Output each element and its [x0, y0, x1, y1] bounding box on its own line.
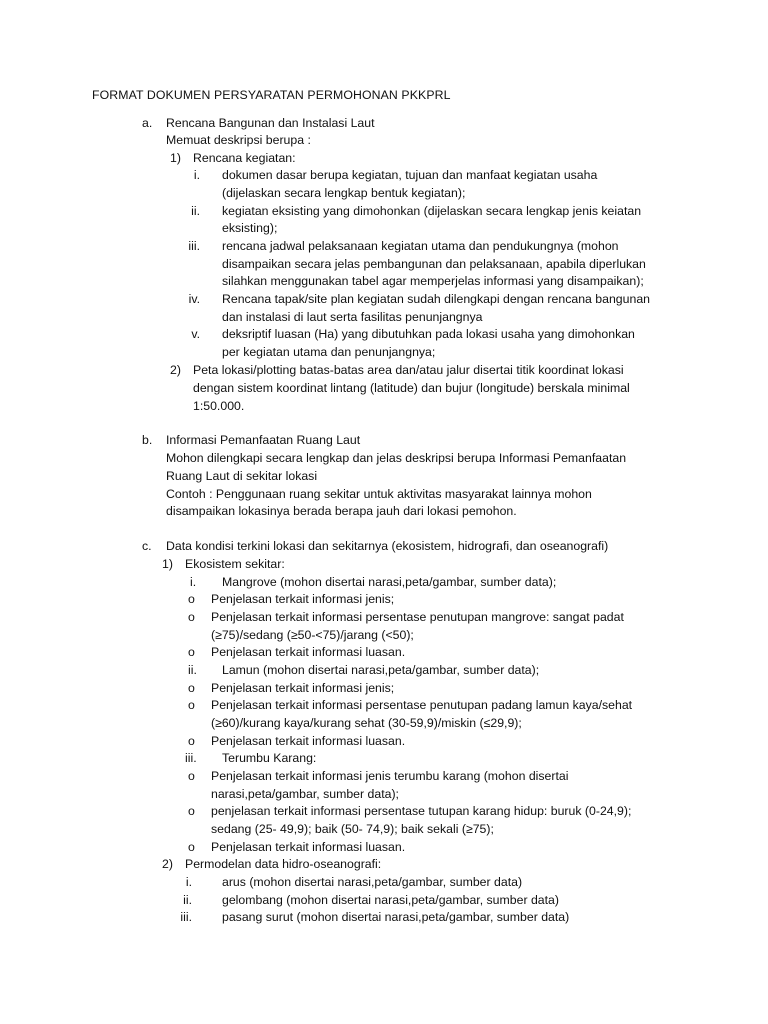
bullet-marker: o: [188, 734, 195, 748]
paragraph-line: disampaikan lokasinya berada berapa jauh dari lokasi pemohon.: [166, 504, 517, 518]
list-marker: iii.: [185, 751, 197, 765]
section-b-heading: Informasi Pemanfaatan Ruang Laut: [166, 433, 361, 447]
section-a-item1-marker: 1): [170, 151, 181, 165]
list-marker: i.: [193, 168, 200, 182]
list-marker: iii.: [188, 239, 200, 253]
list-item-line: (≥75)/sedang (≥50-<75)/jarang (<50);: [211, 628, 414, 642]
list-item-line: narasi,peta/gambar, sumber data);: [211, 787, 399, 801]
section-b-marker: b.: [142, 433, 153, 447]
list-item-line: dan instalasi di laut serta fasilitas penunjangnya: [222, 310, 483, 324]
list-marker: ii.: [183, 893, 192, 907]
list-item-line: (dijelaskan secara lengkap bentuk kegiatan);: [222, 186, 466, 200]
list-item-line: dokumen dasar berupa kegiatan, tujuan dan manfaat kegiatan usaha: [222, 168, 598, 182]
list-item-line: pasang surut (mohon disertai narasi,peta/gambar, sumber data): [222, 910, 570, 924]
list-item-line: Lamun (mohon disertai narasi,peta/gambar, sumber data);: [222, 663, 540, 677]
list-item-line: dengan sistem koordinat lintang (latitude) dan bujur (longitude) berskala minimal: [193, 381, 630, 395]
paragraph-line: Mohon dilengkapi secara lengkap dan jelas deskripsi berupa Informasi Pemanfaatan: [166, 451, 627, 465]
section-c-item1-label: Ekosistem sekitar:: [185, 557, 285, 571]
list-item-line: Mangrove (mohon disertai narasi,peta/gambar, sumber data);: [222, 575, 557, 589]
list-item-line: Penjelasan terkait informasi jenis terumbu karang (mohon disertai: [211, 769, 569, 783]
section-c-item2-label: Permodelan data hidro-oseanografi:: [185, 857, 382, 871]
section-a-heading: Rencana Bangunan dan Instalasi Laut: [166, 116, 375, 130]
section-c-item2-marker: 2): [162, 857, 173, 871]
list-item-line: Penjelasan terkait informasi jenis;: [211, 592, 395, 606]
list-item-line: (≥60)/kurang kaya/kurang sehat (30-59,9)/miskin (≤29,9);: [211, 716, 522, 730]
page-title: FORMAT DOKUMEN PERSYARATAN PERMOHONAN PKKPRL: [92, 88, 451, 102]
list-item-line: Penjelasan terkait informasi persentase penutupan padang lamun kaya/sehat: [211, 698, 633, 712]
list-item-line: Rencana tapak/site plan kegiatan sudah dilengkapi dengan rencana bangunan: [222, 292, 650, 306]
bullet-marker: o: [188, 840, 195, 854]
section-a-intro: Memuat deskripsi berupa :: [166, 133, 311, 147]
bullet-marker: o: [188, 610, 195, 624]
list-marker: ii.: [191, 204, 200, 218]
list-item-line: 1:50.000.: [193, 399, 245, 413]
list-item-line: Penjelasan terkait informasi luasan.: [211, 645, 406, 659]
list-marker: iv.: [188, 292, 200, 306]
bullet-marker: o: [188, 645, 195, 659]
list-item-line: Penjelasan terkait informasi luasan.: [211, 840, 406, 854]
list-item-line: kegiatan eksisting yang dimohonkan (dijelaskan secara lengkap jenis keiatan: [222, 204, 642, 218]
list-item-line: silahkan menggunakan tabel agar memperjelas informasi yang disampaikan);: [222, 274, 644, 288]
list-marker: iii.: [180, 910, 192, 924]
list-item-line: Penjelasan terkait informasi luasan.: [211, 734, 406, 748]
section-c-marker: c.: [142, 539, 152, 553]
bullet-marker: o: [188, 698, 195, 712]
section-c-item1-marker: 1): [162, 557, 173, 571]
list-item-line: arus (mohon disertai narasi,peta/gambar, sumber data): [222, 875, 523, 889]
section-a-item1-label: Rencana kegiatan:: [193, 151, 296, 165]
list-item-line: Peta lokasi/plotting batas-batas area dan/atau jalur disertai titik koordinat lokasi: [193, 363, 624, 377]
list-item-line: Penjelasan terkait informasi jenis;: [211, 681, 395, 695]
bullet-marker: o: [188, 592, 195, 606]
list-item-line: gelombang (mohon disertai narasi,peta/gambar, sumber data): [222, 893, 559, 907]
section-a-item2-marker: 2): [170, 363, 181, 377]
bullet-marker: o: [188, 681, 195, 695]
list-item-line: Terumbu Karang:: [222, 751, 317, 765]
bullet-marker: o: [188, 769, 195, 783]
list-item-line: deksriptif luasan (Ha) yang dibutuhkan pada lokasi usaha yang dimohonkan: [222, 327, 635, 341]
list-marker: ii.: [188, 663, 197, 677]
list-marker: i.: [190, 575, 197, 589]
list-item-line: sedang (25- 49,9); baik (50- 74,9); baik sekali (≥75);: [211, 822, 494, 836]
paragraph-line: Ruang Laut di sekitar lokasi: [166, 469, 318, 483]
list-item-line: rencana jadwal pelaksanaan kegiatan utama dan pendukungnya (mohon: [222, 239, 619, 253]
list-marker: v.: [191, 327, 200, 341]
list-item-line: penjelasan terkait informasi persentase tutupan karang hidup: buruk (0-24,9);: [211, 804, 632, 818]
paragraph-line: Contoh : Penggunaan ruang sekitar untuk aktivitas masyarakat lainnya mohon: [166, 487, 592, 501]
list-item-line: per kegiatan utama dan penunjangnya;: [222, 345, 436, 359]
list-item-line: eksisting);: [222, 221, 278, 235]
list-item-line: disampaikan secara jelas pembangunan dan pelaksanaan, apabila diperlukan: [222, 257, 646, 271]
list-marker: i.: [185, 875, 192, 889]
section-c-heading: Data kondisi terkini lokasi dan sekitarnya (ekosistem, hidrografi, dan oseanografi): [166, 539, 609, 553]
section-a-marker: a.: [142, 116, 153, 130]
bullet-marker: o: [188, 804, 195, 818]
list-item-line: Penjelasan terkait informasi persentase penutupan mangrove: sangat padat: [211, 610, 624, 624]
